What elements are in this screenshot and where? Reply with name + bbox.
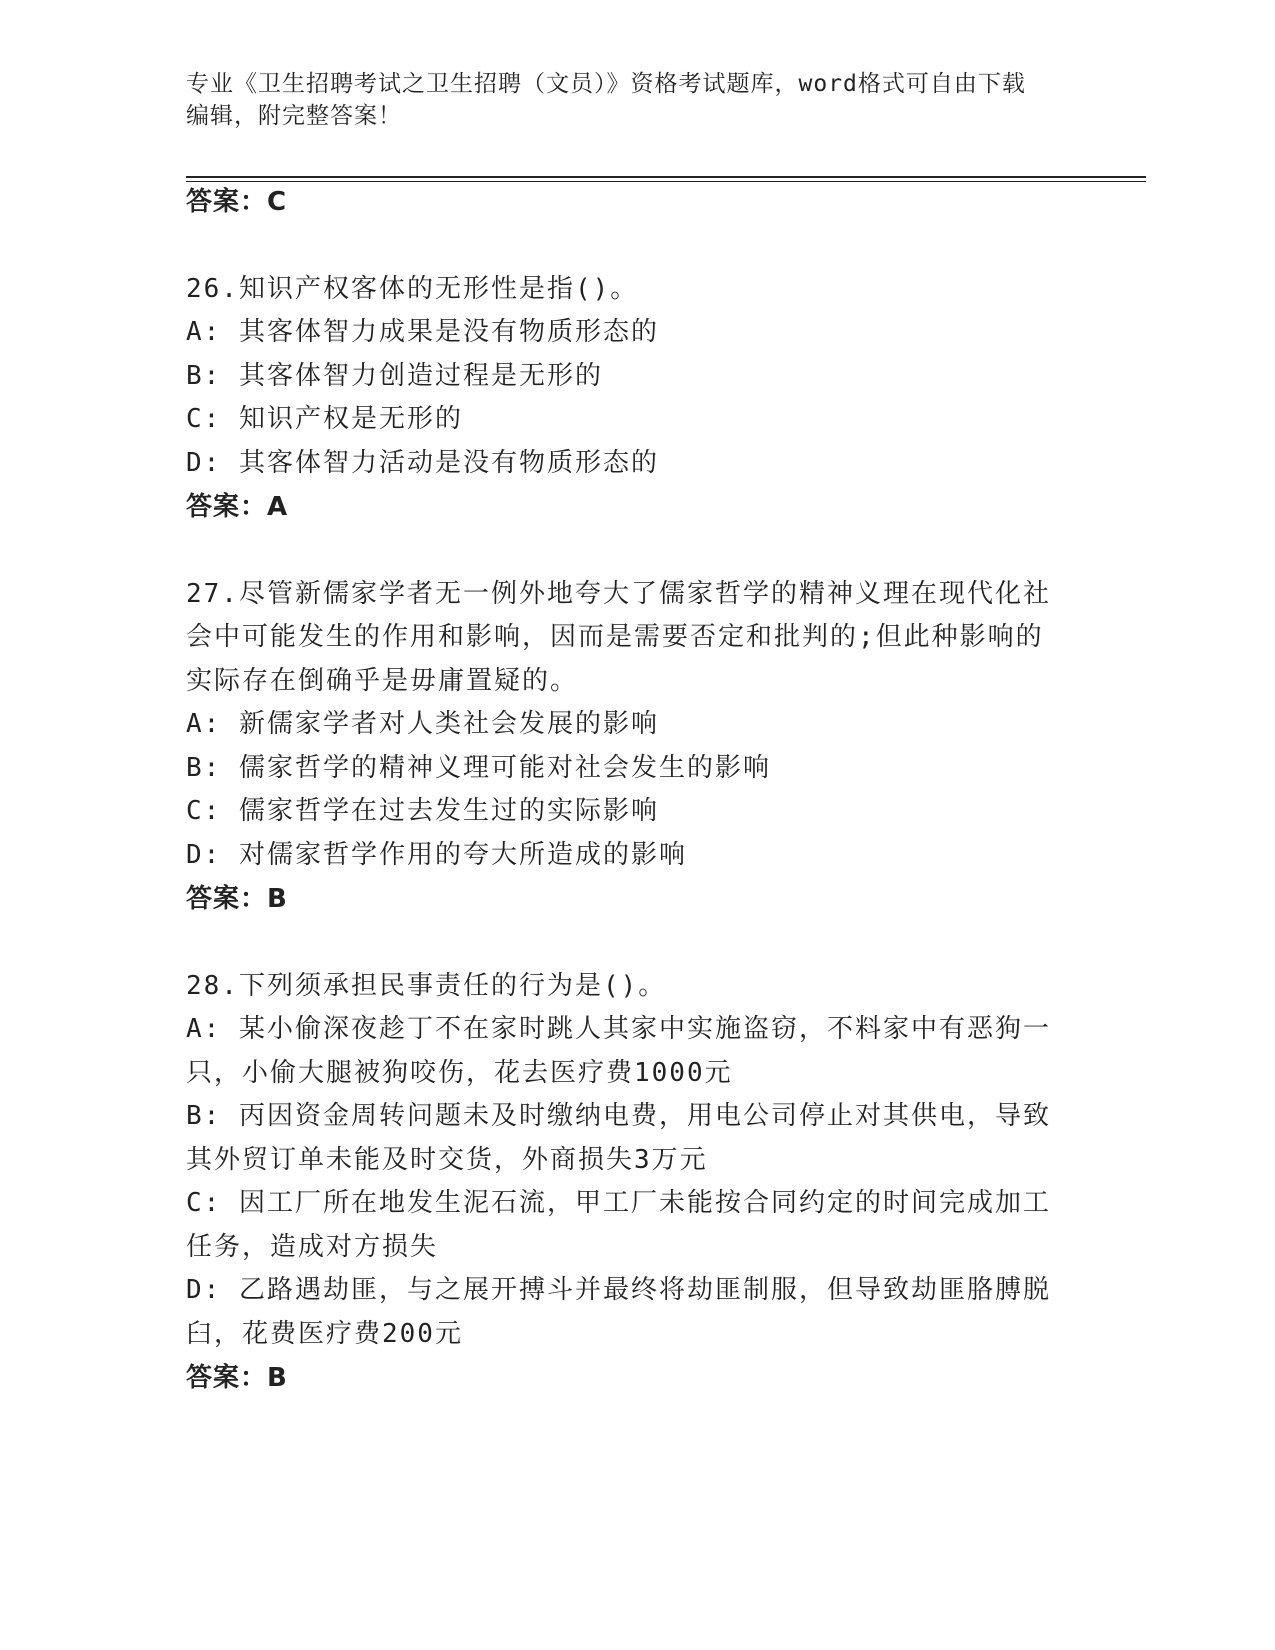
document-header bbox=[186, 68, 1066, 132]
header-line-2: 编辑，附完整答案！ bbox=[186, 103, 402, 129]
header-divider bbox=[186, 176, 1146, 178]
question-27-stem-line-2: 会中可能发生的作用和影响，因而是需要否定和批判的;但此种影响的 bbox=[186, 622, 1044, 652]
question-28-option-d-line-2: 臼，花费医疗费200元 bbox=[186, 1319, 463, 1349]
question-27-option-d: D: 对儒家哲学作用的夸大所造成的影响 bbox=[186, 840, 687, 870]
question-26-stem: 26.知识产权客体的无形性是指()。 bbox=[186, 274, 639, 304]
question-27-stem-line-3: 实际存在倒确乎是毋庸置疑的。 bbox=[186, 666, 579, 696]
question-26-answer: 答案：A bbox=[186, 492, 289, 522]
question-28-option-d-line-1: D: 乙路遇劫匪，与之展开搏斗并最终将劫匪制服，但导致劫匪胳膊脱 bbox=[186, 1275, 1051, 1305]
question-26-option-a: A: 其客体智力成果是没有物质形态的 bbox=[186, 317, 659, 347]
answer-prev: 答案：C bbox=[186, 187, 288, 217]
question-27-stem-line-1: 27.尽管新儒家学者无一例外地夸大了儒家哲学的精神义理在现代化社 bbox=[186, 579, 1051, 609]
question-28-answer: 答案：B bbox=[186, 1363, 288, 1393]
question-27-option-a: A: 新儒家学者对人类社会发展的影响 bbox=[186, 709, 659, 739]
question-27-answer: 答案：B bbox=[186, 884, 288, 914]
question-26-option-b: B: 其客体智力创造过程是无形的 bbox=[186, 361, 603, 391]
question-28-option-a-line-2: 只，小偷大腿被狗咬伤，花去医疗费1000元 bbox=[186, 1058, 733, 1088]
question-27-option-b: B: 儒家哲学的精神义理可能对社会发生的影响 bbox=[186, 753, 771, 783]
question-28-option-c-line-2: 任务，造成对方损失 bbox=[186, 1232, 439, 1262]
question-28-stem: 28.下列须承担民事责任的行为是()。 bbox=[186, 971, 667, 1001]
header-line-1: 专业《卫生招聘考试之卫生招聘（文员）》资格考试题库，word格式可自由下载 bbox=[186, 71, 1026, 97]
question-28-option-c-line-1: C: 因工厂所在地发生泥石流，甲工厂未能按合同约定的时间完成加工 bbox=[186, 1188, 1051, 1218]
question-26-option-c: C: 知识产权是无形的 bbox=[186, 404, 463, 434]
question-27-option-c: C: 儒家哲学在过去发生过的实际影响 bbox=[186, 796, 659, 826]
question-26-option-d: D: 其客体智力活动是没有物质形态的 bbox=[186, 448, 659, 478]
header-divider-thin bbox=[186, 181, 1146, 182]
question-28-option-a-line-1: A: 某小偷深夜趁丁不在家时跳人其家中实施盗窃，不料家中有恶狗一 bbox=[186, 1014, 1051, 1044]
question-28-option-b-line-2: 其外贸订单未能及时交货，外商损失3万元 bbox=[186, 1145, 708, 1175]
question-28-option-b-line-1: B: 丙因资金周转问题未及时缴纳电费，用电公司停止对其供电，导致 bbox=[186, 1101, 1051, 1131]
